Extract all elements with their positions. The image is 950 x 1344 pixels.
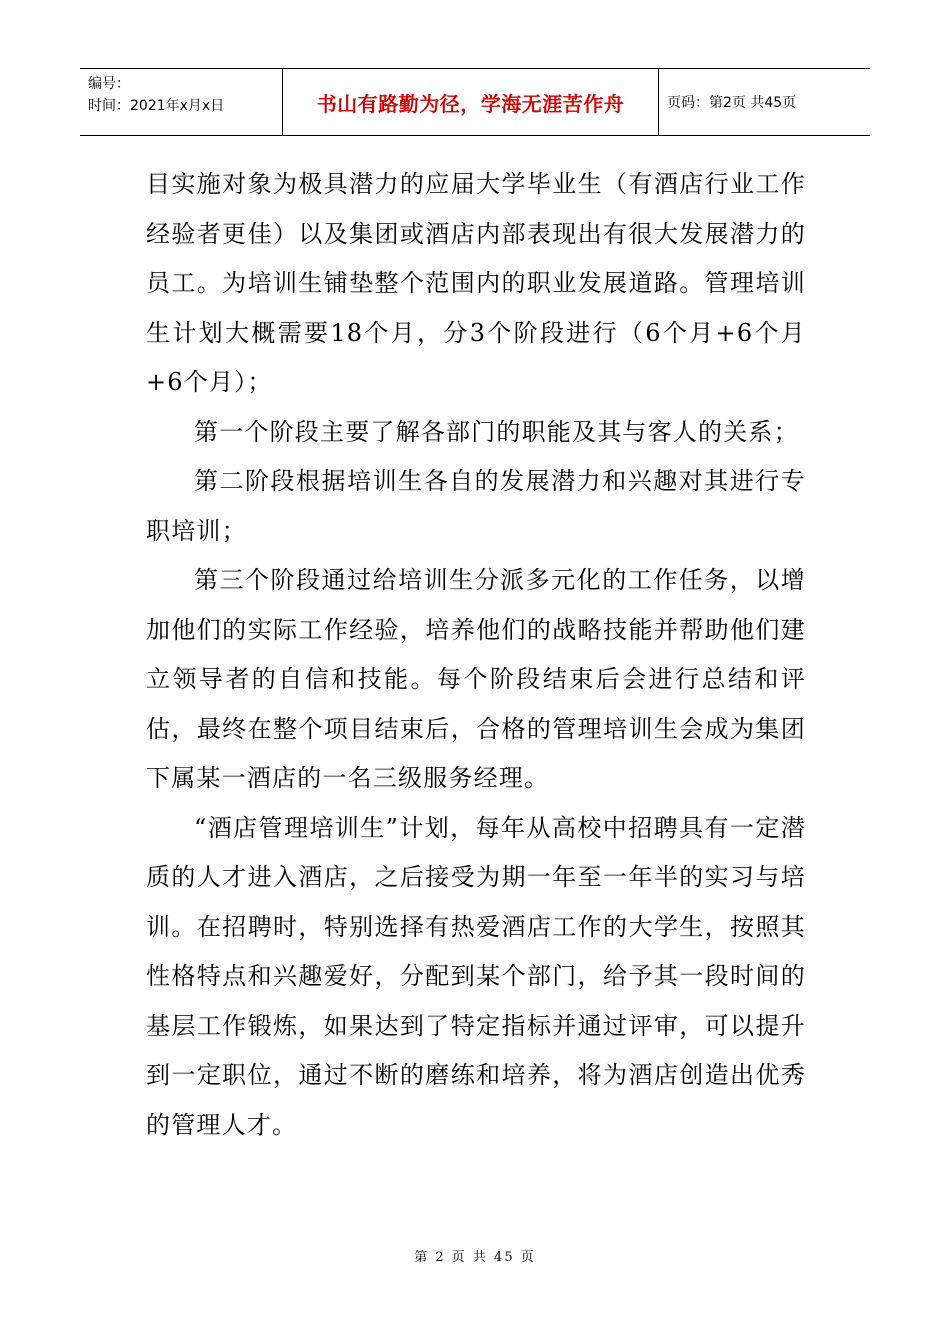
body-paragraph: 第三个阶段通过给培训生分派多元化的工作任务，以增加他们的实际工作经验，培养他们的战略技能并帮助他们建立领导者的自信和技能。每个阶段结束后会进行总结和评估，最终在整个项目结束后，合格的管理培训生会成为集团下属某一酒店的一名三级服务经理。: [146, 566, 806, 792]
document-date-label: 时间：2021年x月x日: [88, 98, 225, 114]
body-paragraph: 第二阶段根据培训生各自的发展潜力和兴趣对其进行专职培训；: [146, 467, 806, 545]
body-paragraph: 目实施对象为极具潜力的应届大学毕业生（有酒店行业工作经验者更佳）以及集团或酒店内部表现出有很大发展潜力的员工。为培训生铺垫整个范围内的职业发展道路。管理培训生计划大概需要18个月，分3个阶段进行（6个月+6个月+6个月）；: [146, 170, 806, 396]
body-paragraph: “酒店管理培训生”计划，每年从高校中招聘具有一定潜质的人才进入酒店，之后接受为期一年至一年半的实习与培训。在招聘时，特别选择有热爱酒店工作的大学生，按照其性格特点和兴趣爱好，分配到某个部门，给予其一段时间的基层工作锻炼，如果达到了特定指标并通过评审，可以提升到一定职位，通过不断的磨练和培养，将为酒店创造出优秀的管理人才。: [146, 813, 806, 1139]
header-page-label: 页码：第2页 共45页: [667, 95, 797, 111]
page-footer: 第 2 页 共 45 页: [414, 1250, 536, 1265]
document-header: [80, 68, 870, 136]
document-body: [146, 160, 806, 1150]
document-number-label: 编号：: [88, 76, 130, 92]
body-paragraph: 第一个阶段主要了解各部门的职能及其与客人的关系；: [194, 417, 799, 446]
header-motto: 书山有路勤为径，学海无涯苦作舟: [283, 69, 659, 135]
header-meta-cell: [80, 69, 283, 135]
